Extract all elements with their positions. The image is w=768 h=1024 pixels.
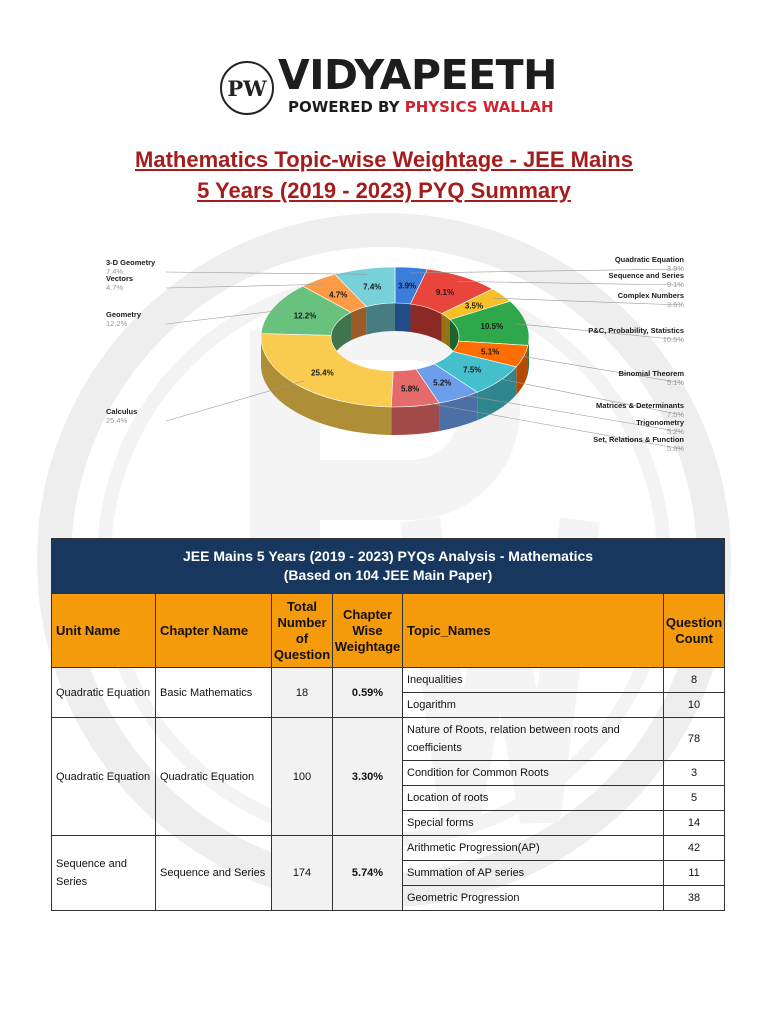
weightage-cell: 0.59% bbox=[333, 668, 403, 718]
topic-cell: Condition for Common Roots bbox=[403, 761, 664, 786]
callout-value-0: 3.9% bbox=[666, 264, 684, 273]
slice-label-5: 7.5% bbox=[463, 365, 482, 375]
table-row bbox=[52, 836, 725, 861]
title-line-2: 5 Years (2019 - 2023) PYQ Summary bbox=[197, 178, 571, 203]
table-row bbox=[52, 718, 725, 761]
pw-logo bbox=[220, 61, 274, 115]
chapter-cell: Basic Mathematics bbox=[156, 668, 272, 718]
callout-value-11: 7.4% bbox=[106, 267, 124, 276]
callout-value-8: 25.4% bbox=[106, 416, 128, 425]
topic-cell: Nature of Roots, relation between roots and coefficients bbox=[403, 718, 664, 761]
donut-chart bbox=[0, 240, 768, 480]
callout-value-2: 3.5% bbox=[666, 300, 684, 309]
count-cell: 3 bbox=[664, 761, 725, 786]
banner-line-2: (Based on 104 JEE Main Paper) bbox=[283, 567, 493, 583]
slice-label-3: 10.5% bbox=[480, 322, 504, 332]
callout-name-10: Vectors bbox=[106, 274, 134, 283]
callout-value-10: 4.7% bbox=[106, 283, 124, 292]
callout-value-6: 5.2% bbox=[666, 427, 684, 436]
table-banner bbox=[52, 539, 725, 594]
header-chapter-name: Chapter Name bbox=[156, 594, 272, 668]
slice-label-4: 5.1% bbox=[481, 347, 500, 357]
total-cell: 18 bbox=[272, 668, 333, 718]
slice-label-11: 7.4% bbox=[363, 282, 382, 292]
weightage-cell: 3.30% bbox=[333, 718, 403, 836]
slice-label-0: 3.9% bbox=[397, 281, 417, 291]
count-cell: 5 bbox=[664, 786, 725, 811]
unit-cell: Quadratic Equation bbox=[52, 718, 156, 836]
count-cell: 11 bbox=[664, 861, 725, 886]
count-cell: 8 bbox=[664, 668, 725, 693]
callout-value-1: 9.1% bbox=[666, 280, 684, 289]
header-topic-names: Topic_Names bbox=[403, 594, 664, 668]
unit-cell: Sequence and Series bbox=[52, 836, 156, 911]
count-cell: 38 bbox=[664, 886, 725, 911]
tagline-prefix: POWERED BY bbox=[288, 98, 405, 116]
slice-inner-wall-0 bbox=[395, 303, 410, 332]
tagline-highlight: PHYSICS WALLAH bbox=[404, 98, 554, 116]
count-cell: 14 bbox=[664, 811, 725, 836]
slice-label-8: 25.4% bbox=[311, 368, 334, 378]
title-line-1: Mathematics Topic-wise Weightage - JEE Mains bbox=[135, 147, 633, 172]
callout-value-4: 5.1% bbox=[666, 378, 684, 387]
slice-label-9: 12.2% bbox=[293, 311, 317, 321]
slice-label-7: 5.8% bbox=[401, 384, 420, 394]
total-cell: 100 bbox=[272, 718, 333, 836]
slice-label-1: 9.1% bbox=[435, 288, 455, 298]
chapter-cell: Sequence and Series bbox=[156, 836, 272, 911]
callout-value-9: 12.2% bbox=[106, 319, 128, 328]
header-chapter-weightage: Chapter Wise Weightage bbox=[333, 594, 403, 668]
leader-line-1 bbox=[457, 281, 682, 285]
topic-cell: Inequalities bbox=[403, 668, 664, 693]
banner-line-1: JEE Mains 5 Years (2019 - 2023) PYQs Analysis - Mathematics bbox=[182, 548, 594, 564]
header-unit-name: Unit Name bbox=[52, 594, 156, 668]
callout-value-5: 7.5% bbox=[666, 410, 684, 419]
header-total-questions: Total Number of Question bbox=[272, 594, 333, 668]
slice-label-10: 4.7% bbox=[329, 290, 348, 300]
leader-line-11 bbox=[166, 272, 367, 274]
pw-logo-letters: PW bbox=[227, 75, 267, 101]
callout-name-11: 3-D Geometry bbox=[106, 258, 156, 267]
callout-name-4: Binomial Theorem bbox=[618, 369, 684, 378]
callout-value-7: 5.8% bbox=[666, 444, 684, 453]
slice-inner-wall-11 bbox=[366, 303, 395, 335]
callout-name-0: Quadratic Equation bbox=[614, 255, 684, 264]
topic-cell: Summation of AP series bbox=[403, 861, 664, 886]
header-question-count: Question Count bbox=[664, 594, 725, 668]
brand-header bbox=[98, 52, 673, 131]
callout-value-3: 10.5% bbox=[662, 335, 684, 344]
callout-name-7: Set, Relations & Function bbox=[593, 435, 684, 444]
analysis-table bbox=[51, 538, 724, 911]
brand-tagline bbox=[288, 98, 554, 116]
callout-name-9: Geometry bbox=[106, 310, 142, 319]
topic-cell: Arithmetic Progression(AP) bbox=[403, 836, 664, 861]
callout-name-2: Complex Numbers bbox=[617, 291, 684, 300]
count-cell: 10 bbox=[664, 693, 725, 718]
total-cell: 174 bbox=[272, 836, 333, 911]
table-row bbox=[52, 668, 725, 693]
count-cell: 42 bbox=[664, 836, 725, 861]
chapter-cell: Quadratic Equation bbox=[156, 718, 272, 836]
slice-side-7 bbox=[391, 403, 439, 435]
unit-cell: Quadratic Equation bbox=[52, 668, 156, 718]
count-cell: 78 bbox=[664, 718, 725, 761]
topic-cell: Logarithm bbox=[403, 693, 664, 718]
brand-name: VIDYAPEETH bbox=[278, 51, 557, 99]
callout-name-5: Matrices & Determinants bbox=[596, 401, 684, 410]
topic-cell: Special forms bbox=[403, 811, 664, 836]
topic-cell: Geometric Progression bbox=[403, 886, 664, 911]
callout-name-3: P&C, Probability, Statistics bbox=[588, 326, 684, 335]
callout-name-8: Calculus bbox=[106, 407, 138, 416]
callout-name-6: Trigonometry bbox=[636, 418, 684, 427]
slice-label-6: 5.2% bbox=[433, 378, 452, 388]
callout-name-1: Sequence and Series bbox=[608, 271, 684, 280]
page-title bbox=[0, 144, 768, 206]
topic-cell: Location of roots bbox=[403, 786, 664, 811]
weightage-cell: 5.74% bbox=[333, 836, 403, 911]
slice-inner-wall-10 bbox=[351, 307, 366, 341]
slice-label-2: 3.5% bbox=[464, 301, 484, 311]
